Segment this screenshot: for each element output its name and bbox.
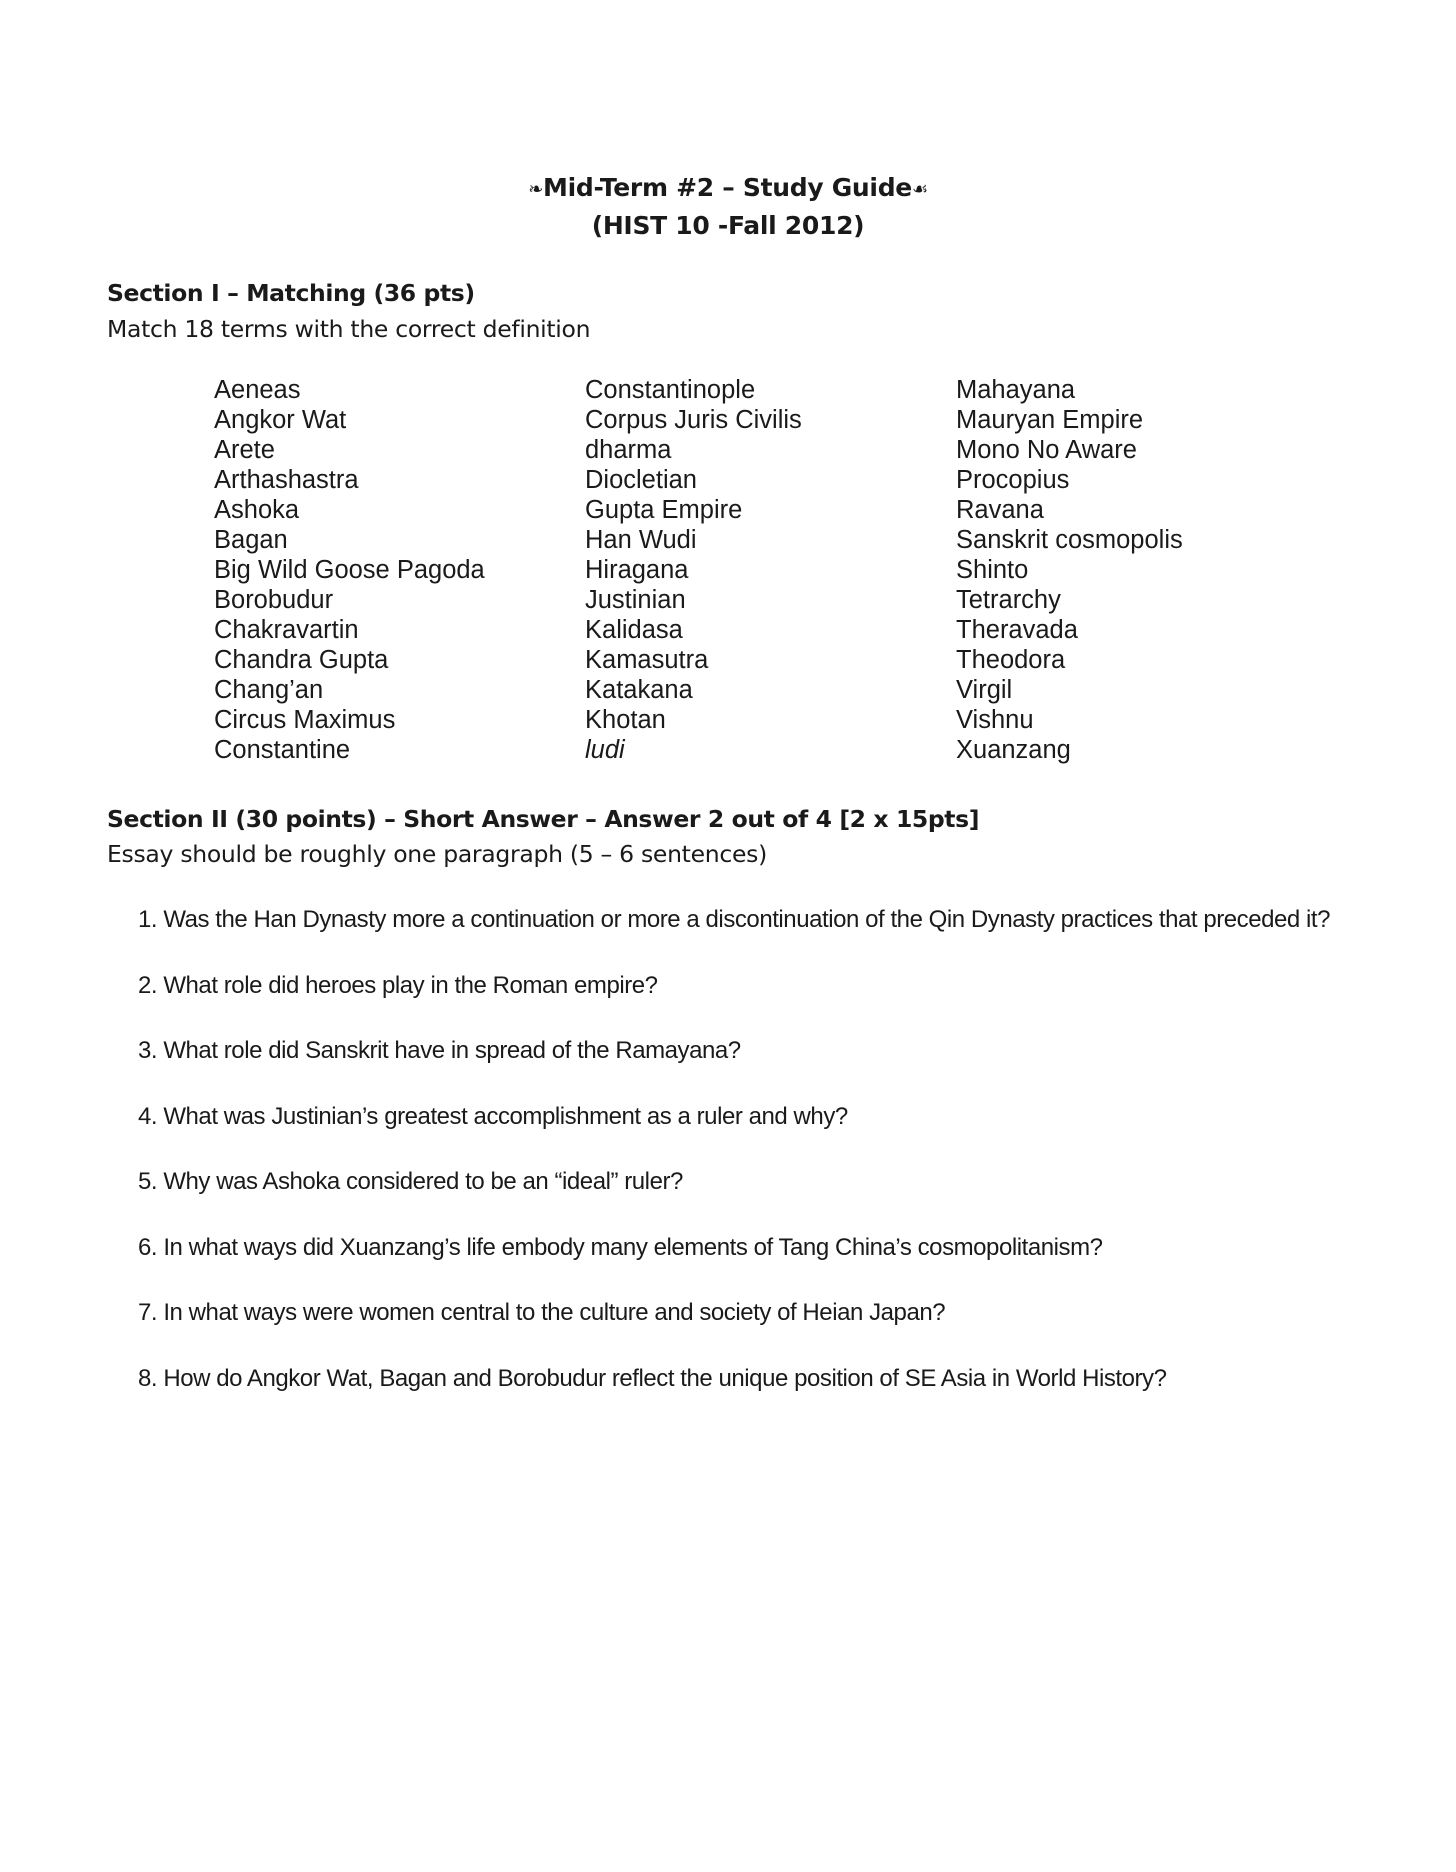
term-item: Gupta Empire — [585, 496, 743, 524]
term-item: Constantinople — [585, 376, 756, 404]
term-item: dharma — [585, 436, 672, 464]
section1-instructions: Match 18 terms with the correct definition — [107, 315, 591, 343]
term-item: Constantine — [214, 736, 351, 764]
term-item: Ashoka — [214, 496, 300, 524]
term-item: Aeneas — [214, 376, 301, 404]
section2-instructions: Essay should be roughly one paragraph (5 – 6 sentences) — [107, 840, 767, 868]
term-item: Mauryan Empire — [956, 406, 1144, 434]
term-item: Katakana — [585, 676, 693, 704]
question-item: 6. In what ways did Xuanzang’s life embody many elements of Tang China’s cosmopolitanism? — [138, 1233, 1103, 1261]
fleuron-left-icon: ❧ — [528, 179, 543, 200]
term-item: Sanskrit cosmopolis — [956, 526, 1183, 554]
term-item: Vishnu — [956, 706, 1034, 734]
term-item: Chakravartin — [214, 616, 359, 644]
term-item: Theodora — [956, 646, 1066, 674]
term-item: Mahayana — [956, 376, 1076, 404]
title-line — [0, 170, 1456, 208]
term-item: Arthashastra — [214, 466, 359, 494]
term-item: Corpus Juris Civilis — [585, 406, 802, 434]
term-item: Bagan — [214, 526, 288, 554]
term-column-3 — [956, 375, 1183, 765]
term-item: ludi — [585, 736, 625, 764]
section1-heading: Section I – Matching (36 pts) — [107, 279, 475, 307]
term-item: Xuanzang — [956, 736, 1071, 764]
question-item: 5. Why was Ashoka considered to be an “ideal” ruler? — [138, 1168, 683, 1195]
fleuron-right-icon: ☙ — [911, 179, 928, 200]
term-item: Justinian — [585, 586, 686, 614]
question-item: 4. What was Justinian’s greatest accomplishment as a ruler and why? — [138, 1102, 848, 1130]
term-item: Theravada — [956, 616, 1078, 644]
term-item: Procopius — [956, 466, 1070, 494]
document-subtitle: (HIST 10 -Fall 2012) — [591, 211, 865, 240]
term-item: Kamasutra — [585, 646, 709, 674]
term-item: Virgil — [956, 676, 1013, 704]
term-item: Chandra Gupta — [214, 646, 389, 674]
term-item: Khotan — [585, 706, 666, 734]
matching-terms — [0, 375, 1456, 785]
term-item: Arete — [214, 436, 275, 464]
term-item: Circus Maximus — [214, 706, 396, 734]
question-list — [138, 905, 1330, 1429]
term-column-2 — [585, 375, 802, 765]
question-item: 3. What role did Sanskrit have in spread of the Ramayana? — [138, 1037, 741, 1064]
document-title: Mid-Term #2 – Study Guide — [543, 173, 912, 202]
term-item: Borobudur — [214, 586, 334, 614]
term-item: Kalidasa — [585, 616, 683, 644]
question-item: 2. What role did heroes play in the Roman empire? — [138, 971, 658, 999]
term-item: Big Wild Goose Pagoda — [214, 556, 485, 584]
term-item: Tetrarchy — [956, 586, 1061, 614]
term-item: Angkor Wat — [214, 406, 347, 434]
term-item: Shinto — [956, 556, 1029, 584]
term-item: Ravana — [956, 496, 1044, 524]
term-item: Diocletian — [585, 466, 697, 494]
document-header — [0, 170, 1456, 244]
question-item: 7. In what ways were women central to the culture and society of Heian Japan? — [138, 1299, 946, 1326]
term-item: Hiragana — [585, 556, 689, 584]
term-column-1 — [214, 375, 485, 765]
section2-heading: Section II (30 points) – Short Answer – Answer 2 out of 4 [2 x 15pts] — [107, 805, 980, 833]
term-item: Han Wudi — [585, 526, 697, 554]
question-item: 1. Was the Han Dynasty more a continuation or more a discontinuation of the Qin Dynasty practices that preceded it? — [138, 906, 1331, 933]
term-item: Mono No Aware — [956, 436, 1137, 464]
term-item: Chang’an — [214, 676, 324, 704]
question-item: 8. How do Angkor Wat, Bagan and Borobudur reflect the unique position of SE Asia in World History? — [138, 1364, 1167, 1392]
